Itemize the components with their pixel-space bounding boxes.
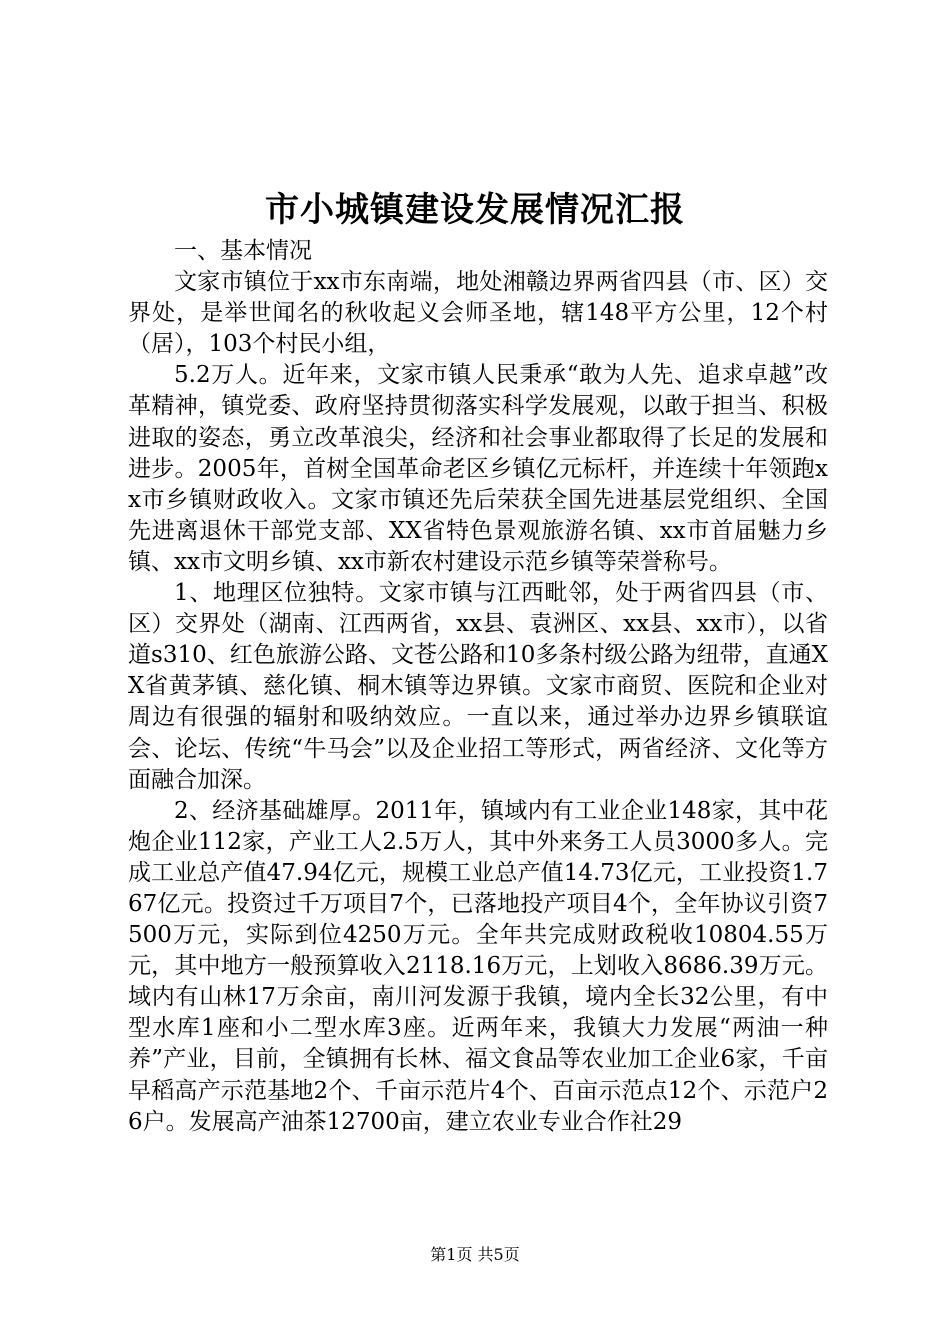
paragraph-intro: 文家市镇位于xx市东南端，地处湘赣边界两省四县（市、区）交界处，是举世闻名的秋收起义会师圣地，辖148平方公里，12个村（居），103个村民小组， [128, 269, 828, 358]
section-heading: 一、基本情况 [174, 238, 312, 264]
paragraph-overview: 5.2万人。近年来，文家市镇人民秉承“敢为人先、追求卓越”改革精神，镇党委、政府坚持贯彻落实科学发展观，以敢于担当、积极进取的姿态，勇立改革浪尖，经济和社会事业都取得了长足的发展和进步。2005年，首树全国革命老区乡镇亿元标杆，并连续十年领跑xx市乡镇财政收入。文家市镇还先后荣获全国先进基层党组织、全国先进离退休干部党支部、XX省特色景观旅游名镇、xx市首届魅力乡镇、xx市文明乡镇、xx市新农村建设示范乡镇等荣誉称号。 [128, 362, 828, 575]
document-body [128, 236, 828, 1138]
page-footer: 第1页 共5页 [430, 1245, 520, 1264]
document-title: 市小城镇建设发展情况汇报 [265, 190, 685, 230]
paragraph-location: 1、地理区位独特。文家市镇与江西毗邻，处于两省四县（市、区）交界处（湖南、江西两省，xx县、袁洲区、xx县、xx市），以省道s310、红色旅游公路、文苍公路和10多条村级公路为纽带，直通XX省黄茅镇、慈化镇、桐木镇等边界镇。文家市商贸、医院和企业对周边有很强的辐射和吸纳效应。一直以来，通过举办边界乡镇联谊会、论坛、传统“牛马会”以及企业招工等形式，两省经济、文化等方面融合加深。 [128, 580, 828, 793]
paragraph-economy: 2、经济基础雄厚。2011年，镇域内有工业企业148家，其中花炮企业112家，产业工人2.5万人，其中外来务工人员3000多人。完成工业总产值47.94亿元，规模工业总产值14.73亿元，工业投资1.767亿元。投资过千万项目7个，已落地投产项目4个，全年协议引资7500万元，实际到位4250万元。全年共完成财政税收10804.55万元，其中地方一般预算收入2118.16万元，上划收入8686.39万元。域内有山林17万余亩，南川河发源于我镇，境内全长32公里，有中型水库1座和小二型水库3座。近两年来，我镇大力发展“两油一种养”产业，目前，全镇拥有长林、福文食品等农业加工企业6家，千亩早稻高产示范基地2个、千亩示范片4个、百亩示范点12个、示范户26户。发展高产油茶12700亩，建立农业专业合作社29 [128, 797, 828, 1135]
